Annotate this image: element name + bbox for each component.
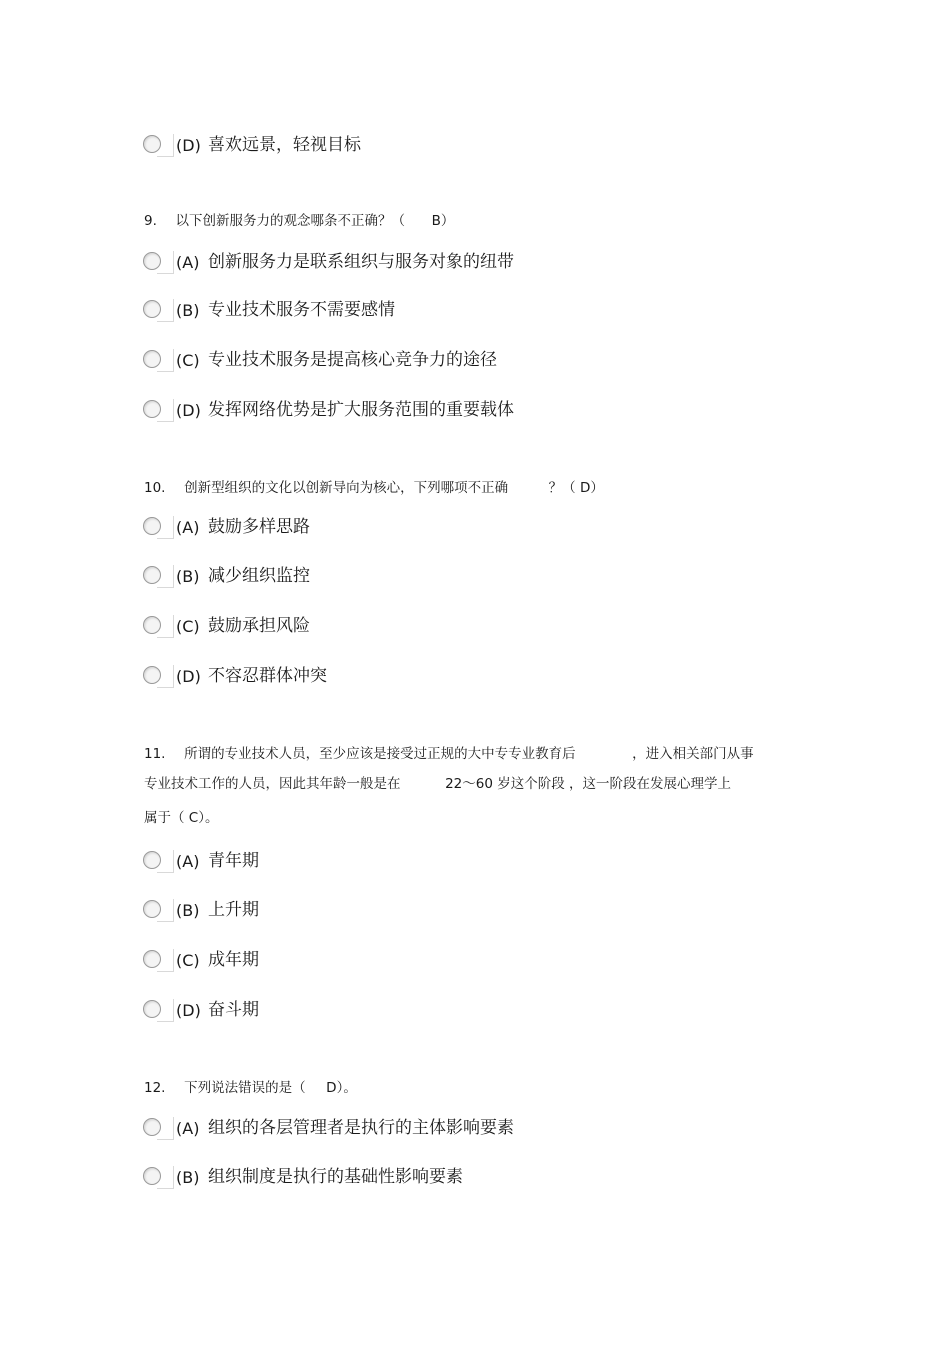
option-text: 喜欢远景，轻视目标 (208, 135, 361, 155)
question-stem: 专业技术工作的人员，因此其年龄一般是在 (144, 776, 401, 792)
question-11-line-1 (144, 745, 754, 763)
radio-frame (157, 665, 174, 688)
radio-frame (157, 949, 174, 972)
radio-frame (157, 899, 174, 922)
radio-frame (157, 516, 174, 539)
question-stem-cont: ，进入相关部门从事 (632, 746, 754, 762)
question-stem: 所谓的专业技术人员，至少应该是接受过正规的大中专专业教育后 (184, 746, 576, 762)
option-text: 专业技术服务不需要感情 (208, 300, 395, 320)
option-letter: (C) (176, 351, 200, 370)
option-letter: (C) (176, 617, 200, 636)
question-number: 9. (144, 213, 157, 229)
option-text: 发挥网络优势是扩大服务范围的重要载体 (208, 400, 514, 420)
option-letter: (C) (176, 951, 200, 970)
radio-frame (157, 134, 174, 157)
option-letter: (A) (176, 852, 200, 871)
option-letter: (D) (176, 1001, 201, 1020)
question-stem-cont: 22～60 岁这个阶段 ，这一阶段在发展心理学上 (445, 776, 732, 792)
option-letter: (B) (176, 567, 200, 586)
question-stem: 下列说法错误的是（ (184, 1080, 306, 1096)
radio-frame (157, 850, 174, 873)
question-9 (144, 212, 454, 230)
radio-frame (157, 615, 174, 638)
option-letter: (D) (176, 401, 201, 420)
question-11-line-3 (144, 809, 218, 827)
question-number: 11. (144, 746, 166, 762)
question-12 (144, 1079, 357, 1097)
option-text: 减少组织监控 (208, 566, 310, 586)
option-text: 组织的各层管理者是执行的主体影响要素 (208, 1118, 514, 1138)
option-letter: (D) (176, 667, 201, 686)
option-text: 专业技术服务是提高核心竞争力的途径 (208, 350, 497, 370)
option-letter: (A) (176, 518, 200, 537)
question-number: 10. (144, 480, 166, 496)
option-text: 组织制度是执行的基础性影响要素 (208, 1167, 463, 1187)
question-answer: B） (431, 213, 455, 229)
option-letter: (A) (176, 1119, 200, 1138)
radio-frame (157, 1117, 174, 1140)
option-text: 不容忍群体冲突 (208, 666, 327, 686)
question-stem: 创新型组织的文化以创新导向为核心，下列哪项不正确 (184, 480, 509, 496)
question-answer: 属于（ C）。 (144, 810, 219, 826)
radio-frame (157, 565, 174, 588)
option-text: 上升期 (208, 900, 259, 920)
question-11-line-2 (144, 775, 731, 793)
option-text: 成年期 (208, 950, 259, 970)
question-answer: D）。 (326, 1080, 357, 1096)
option-letter: (B) (176, 901, 200, 920)
question-answer: ？（ D） (548, 480, 604, 496)
radio-frame (157, 349, 174, 372)
radio-frame (157, 299, 174, 322)
option-text: 青年期 (208, 851, 259, 871)
option-letter: (A) (176, 253, 200, 272)
option-text: 奋斗期 (208, 1000, 259, 1020)
radio-frame (157, 399, 174, 422)
radio-frame (157, 251, 174, 274)
option-text: 创新服务力是联系组织与服务对象的纽带 (208, 252, 514, 272)
option-text: 鼓励多样思路 (208, 517, 310, 537)
option-letter: (B) (176, 1168, 200, 1187)
option-letter: (D) (176, 136, 201, 155)
option-letter: (B) (176, 301, 200, 320)
question-10 (144, 479, 604, 497)
option-text: 鼓励承担风险 (208, 616, 310, 636)
question-number: 12. (144, 1080, 166, 1096)
question-stem: 以下创新服务力的观念哪条不正确？（ (175, 213, 405, 229)
radio-frame (157, 1166, 174, 1189)
radio-frame (157, 999, 174, 1022)
